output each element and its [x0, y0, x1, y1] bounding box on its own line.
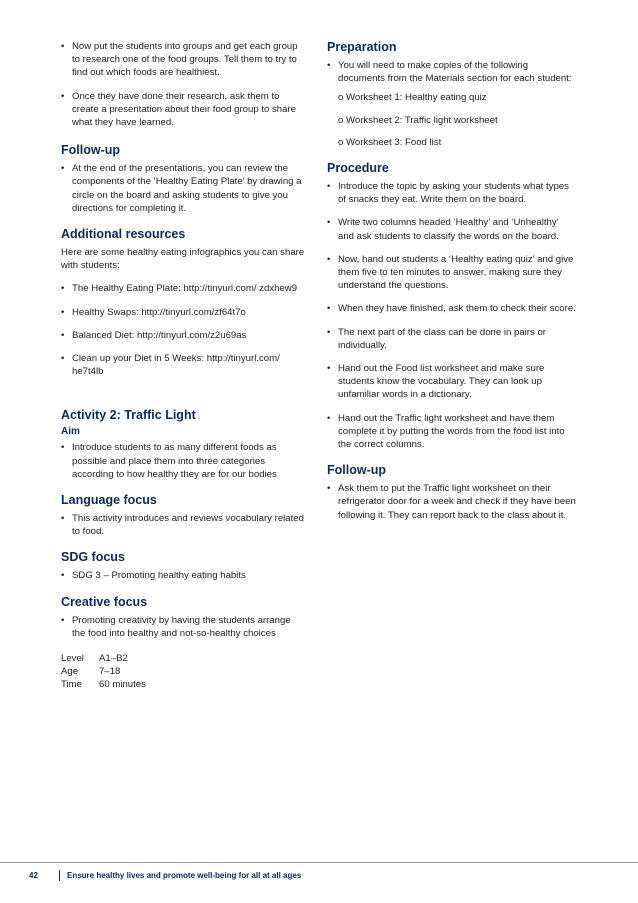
fact-value: A1–B2	[99, 653, 128, 665]
right-column	[327, 40, 577, 532]
list-item: • Balanced Diet: http://tinyurl.com/z2u69as	[61, 329, 306, 342]
intro-bullets	[61, 40, 306, 129]
list-item: • Hand out the Food list worksheet and make sure students know the vocabulary. They can look up unfamiliar words in a dictionary.	[327, 362, 577, 402]
worksheet-item: o Worksheet 3: Food list	[338, 136, 442, 148]
sdg-bullets	[61, 569, 306, 582]
list-item: • The Healthy Eating Plate: http://tinyurl.com/ zdxhew9	[61, 282, 306, 295]
left-column	[61, 40, 306, 692]
list-item: • Now, hand out students a ‘Healthy eating quiz’ and give them five to ten minutes to answer, making sure they understand the questions.	[327, 253, 577, 293]
fact-label: Level	[61, 653, 84, 665]
followup-bullets	[61, 162, 306, 215]
list-item: • This activity introduces and reviews vocabulary related to food.	[61, 512, 306, 538]
language-bullets	[61, 512, 306, 538]
list-item: • Clean up your Diet in 5 Weeks: http://tinyurl.com/ he7t4lb	[61, 352, 306, 378]
list-item: • Hand out the Traffic light worksheet and have them complete it by putting the words from the food list into the correct columns.	[327, 412, 577, 452]
followup-bullets-right	[327, 482, 577, 522]
fact-value: 7–18	[99, 666, 121, 678]
sdg-heading: SDG focus	[61, 550, 125, 565]
worksheet-item: o Worksheet 2: Traffic light worksheet	[338, 114, 498, 126]
fact-value: 60 minutes	[99, 679, 146, 691]
footer-text: Ensure healthy lives and promote well-being for all at all ages	[67, 871, 302, 880]
language-heading: Language focus	[61, 493, 157, 508]
activity-facts	[61, 652, 146, 692]
list-item: • Once they have done their research, ask them to create a presentation about their food group to share what they have learned.	[61, 90, 306, 130]
list-item: • Ask them to put the Traffic light worksheet on their refrigerator door for a week and check if they have been following it. They can report back to the class about it.	[327, 482, 577, 522]
creative-bullets	[61, 614, 306, 640]
footer-separator	[59, 870, 60, 881]
list-item: • Introduce students to as many different foods as possible and place them into three categories according to how healthy they are for our bodies	[61, 441, 306, 481]
fact-label: Age	[61, 666, 79, 678]
resources-heading: Additional resources	[61, 227, 186, 242]
followup-heading-right: Follow-up	[327, 463, 387, 478]
preparation-bullets	[327, 59, 577, 85]
resources-intro: Here are some healthy eating infographics you can share with students:	[61, 247, 305, 272]
table-row	[61, 652, 146, 665]
footer-divider	[0, 862, 638, 863]
list-item: • Now put the students into groups and get each group to research one of the food groups. Tell them to try to find out which foods are healthiest.	[61, 40, 306, 80]
list-item: • Write two columns headed ‘Healthy’ and ‘Unhealthy’ and ask students to classify the words on the board.	[327, 216, 577, 242]
table-row	[61, 678, 146, 691]
worksheet-item: o Worksheet 1: Healthy eating quiz	[338, 92, 487, 104]
page-number: 42	[29, 871, 38, 880]
creative-heading: Creative focus	[61, 594, 148, 609]
procedure-bullets	[327, 180, 577, 451]
table-row	[61, 665, 146, 678]
fact-label: Time	[61, 679, 82, 691]
list-item: • Healthy Swaps: http://tinyurl.com/zf64t7o	[61, 306, 306, 319]
list-item: • When they have finished, ask them to check their score.	[327, 302, 577, 315]
list-item: • Introduce the topic by asking your students what types of snacks they eat. Write them on the board.	[327, 180, 577, 206]
resources-bullets	[61, 282, 306, 378]
aim-bullets	[61, 441, 306, 481]
procedure-heading: Procedure	[327, 161, 389, 176]
aim-label: Aim	[61, 426, 80, 438]
list-item: • Promoting creativity by having the students arrange the food into healthy and not-so-healthy choices	[61, 614, 306, 640]
followup-heading: Follow-up	[61, 143, 121, 158]
list-item: • The next part of the class can be done in pairs or individually.	[327, 326, 577, 352]
preparation-heading: Preparation	[327, 40, 397, 54]
activity-heading: Activity 2: Traffic Light	[61, 408, 196, 423]
list-item: • SDG 3 – Promoting healthy eating habits	[61, 569, 306, 582]
list-item: • At the end of the presentations, you can review the components of the ‘Healthy Eating Plate’ by drawing a circle on the board and asking students to give you directions for completing it.	[61, 162, 306, 215]
list-item: • You will need to make copies of the following documents from the Materials section for each student:	[327, 59, 577, 85]
